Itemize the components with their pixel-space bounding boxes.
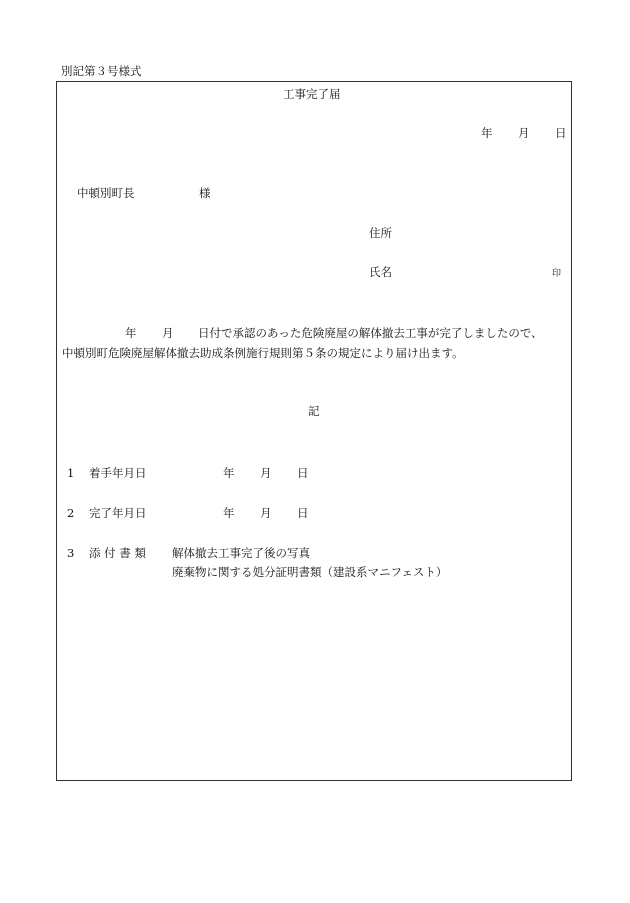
document-title: 工事完了届 [283, 87, 341, 101]
item-year: 年 [223, 506, 235, 520]
item-number: 2 [67, 506, 75, 520]
item-number: 1 [67, 466, 75, 480]
address-label: 住所 [369, 226, 392, 240]
form-label: 別記第３号様式 [61, 64, 142, 78]
header-date-day: 日 [555, 126, 567, 140]
item-day: 日 [297, 466, 309, 480]
body-year: 年 [125, 326, 137, 340]
name-label: 氏名 [369, 265, 392, 279]
item-month: 月 [260, 466, 272, 480]
body-line2: 中頓別町危険廃屋解体撤去助成条例施行規則第５条の規定により届け出ます。 [62, 346, 464, 360]
item-month: 月 [260, 506, 272, 520]
item-label: 完了年月日 [89, 506, 147, 520]
attachment-item: 廃棄物に関する処分証明書類（建設系マニフェスト） [172, 565, 448, 579]
header-date-month: 月 [518, 126, 530, 140]
body-month: 月 [162, 326, 174, 340]
attachment-item: 解体撤去工事完了後の写真 [172, 546, 310, 560]
item-year: 年 [223, 466, 235, 480]
item-number: 3 [67, 546, 75, 560]
body-line1-rest: 日付で承認のあった危険廃屋の解体撤去工事が完了しましたので、 [198, 326, 543, 340]
header-date-year: 年 [481, 126, 493, 140]
item-label: 添 付 書 類 [89, 546, 146, 560]
addressee-honorific: 様 [199, 186, 211, 200]
item-day: 日 [297, 506, 309, 520]
ki-heading: 記 [308, 404, 320, 418]
seal-mark: 印 [552, 269, 562, 279]
item-label: 着手年月日 [89, 466, 147, 480]
addressee-name: 中頓別町長 [77, 186, 135, 200]
